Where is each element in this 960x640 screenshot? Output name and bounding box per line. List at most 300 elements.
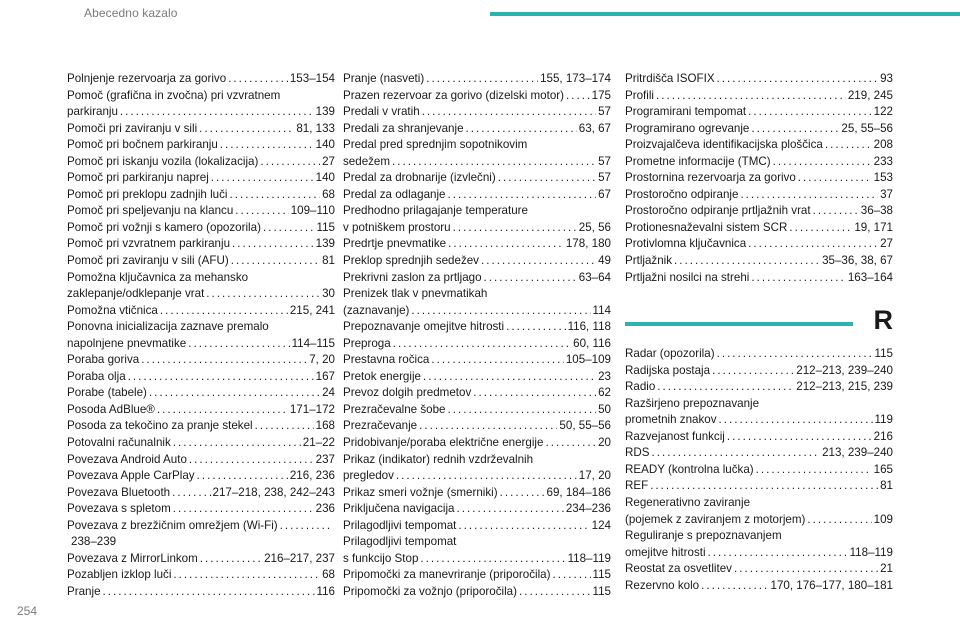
dot-leader <box>498 170 596 187</box>
index-entry <box>67 154 335 171</box>
index-entry <box>343 584 611 601</box>
index-entry-pages: 81, 133 <box>296 121 335 135</box>
index-entry-pages: 23 <box>598 369 611 383</box>
index-entry <box>625 445 893 462</box>
index-entry-pages: 20 <box>598 436 611 450</box>
index-entry-term: Predal za odlaganje <box>343 187 446 201</box>
index-entry <box>67 137 335 154</box>
dot-leader <box>545 435 596 452</box>
dot-leader <box>220 137 314 154</box>
dot-leader <box>566 88 590 105</box>
index-entry-term-line: Predal pred sprednjim sopotnikovim <box>343 138 528 152</box>
index-entry-pages: 63–64 <box>578 270 611 284</box>
index-entry-term-line: Regenerativno zaviranje <box>625 496 751 510</box>
index-entry-term: Prometne informacije (TMC) <box>625 154 771 168</box>
index-entry-term: Povezava z brezžičnim omrežjem (Wi-Fi) <box>67 518 278 532</box>
index-entry-term: Rezervno kolo <box>625 578 700 592</box>
index-entry-term: Programirani tempomat <box>625 105 747 119</box>
index-entry <box>343 286 611 319</box>
dot-leader <box>484 270 577 287</box>
dot-leader <box>656 88 846 105</box>
index-entry-pages: 140 <box>315 138 335 152</box>
index-entry-term-line: Ponovna inicializacija zaznave premalo <box>67 320 269 334</box>
dot-leader <box>457 501 564 518</box>
index-entry-pages: 17, 20 <box>578 469 611 483</box>
dot-leader <box>173 435 301 452</box>
index-entry-pages: 62 <box>598 386 611 400</box>
index-entry-term: Radijska postaja <box>625 363 711 377</box>
index-entry <box>343 203 611 236</box>
index-entry-term: Povezava Apple CarPlay <box>67 469 195 483</box>
index-column-3 <box>625 71 893 594</box>
index-entry-pages: 63, 67 <box>578 121 611 135</box>
dot-leader <box>229 187 320 204</box>
index-entry <box>625 495 893 528</box>
dot-leader <box>650 478 878 495</box>
index-entry-term: Pranje (nasveti) <box>343 72 425 85</box>
index-entry-pages-continued: 238–239 <box>71 535 117 549</box>
index-entry <box>67 121 335 138</box>
index-entry-pages: 68 <box>322 187 335 201</box>
dot-leader <box>751 270 845 287</box>
dot-leader <box>506 319 565 336</box>
dot-leader <box>773 154 872 171</box>
index-entry-pages: 105–109 <box>565 353 611 367</box>
index-entry-pages: 118–119 <box>567 551 611 565</box>
index-entry <box>625 203 893 220</box>
index-entry <box>625 154 893 171</box>
index-entry-term: Pranje <box>67 584 101 598</box>
index-entry <box>343 518 611 535</box>
dot-leader <box>141 352 307 369</box>
index-entry <box>625 121 893 138</box>
index-entry-term: Povezava s spletom <box>67 502 171 516</box>
index-entry <box>343 418 611 435</box>
index-entry <box>343 121 611 138</box>
dot-leader <box>712 363 794 380</box>
index-entry-pages: 216 <box>873 429 893 443</box>
index-entry-term: Radio <box>625 380 656 394</box>
dot-leader <box>255 418 314 435</box>
index-entry-term-line: Prenizek tlak v pnevmatikah <box>343 287 488 301</box>
index-entry <box>625 104 893 121</box>
dot-leader <box>160 303 288 320</box>
dot-leader <box>393 336 571 353</box>
index-entry-pages: 69, 184–186 <box>546 485 611 499</box>
dot-leader <box>431 352 564 369</box>
dot-leader <box>422 104 596 121</box>
dot-leader <box>727 429 872 446</box>
index-entry <box>67 71 335 88</box>
index-entry <box>343 385 611 402</box>
index-entry-pages: 219, 245 <box>847 88 893 102</box>
index-entry-pages: 30 <box>322 287 335 301</box>
dot-leader <box>228 71 288 88</box>
index-entry-term: (zaznavanje) <box>343 303 410 317</box>
dot-leader <box>708 545 848 562</box>
index-entry-term: Prikaz smeri vožnje (smerniki) <box>343 485 498 499</box>
index-entry <box>343 88 611 105</box>
index-entry-term: Povezava z MirrorLinkom <box>67 551 198 565</box>
index-entry-term: Radar (opozorila) <box>625 347 715 361</box>
index-entry-pages: 155, 173–174 <box>540 72 611 85</box>
dot-leader <box>500 485 545 502</box>
index-entry-pages: 68 <box>322 568 335 582</box>
index-entry <box>67 270 335 303</box>
dot-leader <box>748 236 878 253</box>
index-entry <box>67 236 335 253</box>
index-column-1 <box>67 71 335 601</box>
index-entry-pages: 212–213, 215, 239 <box>796 380 893 394</box>
index-entry-pages: 60, 116 <box>573 336 611 350</box>
index-entry-term: Pripomočki za manevriranje (priporočila) <box>343 568 551 582</box>
index-entry <box>625 187 893 204</box>
dot-leader <box>717 346 873 363</box>
index-entry <box>343 452 611 485</box>
index-entry <box>625 88 893 105</box>
dot-leader <box>453 220 577 237</box>
index-entry-pages: 236 <box>315 502 335 516</box>
index-entry <box>67 303 335 320</box>
index-entry <box>67 551 335 568</box>
index-entry-pages: 25, 56 <box>578 220 611 234</box>
index-entry <box>343 435 611 452</box>
index-entry-term: Pomoč pri vzvratnem parkiranju <box>67 237 231 251</box>
index-entry-pages: 114 <box>592 303 611 317</box>
index-entry <box>625 220 893 237</box>
index-entry-pages: 21–22 <box>302 436 335 450</box>
dot-leader <box>420 551 565 568</box>
index-column-2 <box>343 71 611 601</box>
index-entry-term: Pomoč pri vožnji s kamero (opozorila) <box>67 220 261 234</box>
index-entry <box>67 468 335 485</box>
index-entry <box>67 220 335 237</box>
section-heading-r <box>625 305 893 346</box>
dot-leader <box>458 518 589 535</box>
index-entry-pages: 93 <box>880 72 893 85</box>
index-entry-term: Prilagodljivi tempomat <box>343 518 457 532</box>
index-entry-term: Predali za shranjevanje <box>343 121 464 135</box>
index-entry <box>67 435 335 452</box>
index-entry <box>67 88 335 121</box>
index-entry <box>67 584 335 601</box>
index-entry <box>67 369 335 386</box>
index-entry <box>625 170 893 187</box>
page-number: 254 <box>17 604 38 618</box>
index-entry <box>67 418 335 435</box>
dot-leader <box>423 369 596 386</box>
index-entry-pages: 139 <box>315 237 335 251</box>
index-entry <box>625 429 893 446</box>
index-entry-pages: 57 <box>598 105 611 119</box>
index-entry-pages: 119 <box>874 413 893 427</box>
dot-leader <box>701 578 768 595</box>
index-entry-term: Prtljažnik <box>625 254 673 268</box>
index-entry-pages: 153–154 <box>289 72 335 85</box>
index-entry-pages: 50 <box>598 402 611 416</box>
index-entry <box>625 478 893 495</box>
index-entry-term-line: Prilagodljivi tempomat <box>343 535 457 549</box>
dot-leader <box>232 236 314 253</box>
index-entry <box>343 319 611 336</box>
index-entry-pages: 57 <box>598 154 611 168</box>
index-entry-term: Poraba olja <box>67 369 126 383</box>
index-entry-term: Protivlomna ključavnica <box>625 237 747 251</box>
index-entry <box>625 253 893 270</box>
index-entry-term: Prostoročno odpiranje <box>625 187 739 201</box>
index-entry <box>625 379 893 396</box>
index-section-p-tail <box>625 71 893 286</box>
index-entry-pages: 24 <box>322 386 335 400</box>
index-entry <box>625 578 893 595</box>
index-entry-term: Prevoz dolgih predmetov <box>343 386 472 400</box>
dot-leader <box>231 253 320 270</box>
index-entry-pages: 115 <box>592 568 611 582</box>
index-entry-term: napolnjene pnevmatike <box>67 336 187 350</box>
index-entry-term: Prezračevanje <box>343 419 418 433</box>
index-entry <box>67 402 335 419</box>
dot-leader <box>211 170 314 187</box>
index-entry-pages: 25, 55–56 <box>841 121 893 135</box>
index-entry-term: v potniškem prostoru <box>343 220 451 234</box>
index-entry-pages: 81 <box>322 254 335 268</box>
index-entry-pages: 167 <box>315 369 335 383</box>
index-entry-pages: 217–218, 238, 242–243 <box>212 485 335 499</box>
index-entry-term: Prekrivni zaslon za prtljago <box>343 270 482 284</box>
index-section-r <box>625 346 893 594</box>
index-entry-pages: 115 <box>874 347 893 361</box>
index-entry-term: Pomoč pri preklopu zadnjih luči <box>67 187 228 201</box>
index-entry-term: prometnih znakov <box>625 413 717 427</box>
index-entry-pages: 57 <box>598 171 611 185</box>
index-entry-term-line: Predhodno prilagajanje temperature <box>343 204 528 218</box>
index-entry-term: Pripomočki za vožnjo (priporočila) <box>343 584 517 598</box>
index-entry-pages: 178, 180 <box>565 237 611 251</box>
index-entry <box>67 485 335 502</box>
index-entry-term: Preproga <box>343 336 391 350</box>
index-entry-pages: 215, 241 <box>289 303 335 317</box>
index-entry-term: Pridobivanje/poraba električne energije <box>343 436 544 450</box>
dot-leader <box>103 584 315 601</box>
dot-leader <box>172 485 210 502</box>
dot-leader <box>473 385 596 402</box>
index-entry <box>343 501 611 518</box>
index-entry-term: Razvejanost funkcij <box>625 429 725 443</box>
index-entry-pages: 35–36, 38, 67 <box>822 254 893 268</box>
index-entry-pages: 153 <box>873 171 893 185</box>
header-accent-bar <box>490 12 960 16</box>
dot-leader <box>200 551 262 568</box>
section-letter: R <box>873 305 893 336</box>
index-entry-term: Pomožna vtičnica <box>67 303 158 317</box>
index-entry <box>67 319 335 352</box>
dot-leader <box>466 121 577 138</box>
index-entry-pages: 212–213, 239–240 <box>796 363 893 377</box>
index-entry <box>343 104 611 121</box>
index-entry-term: Posoda za tekočino za pranje stekel <box>67 419 253 433</box>
index-entry-term: Programirano ogrevanje <box>625 121 750 135</box>
index-entry-term-line: Reguliranje s prepoznavanjem <box>625 529 782 543</box>
index-entry-pages: 163–164 <box>847 270 893 284</box>
index-entry-term: Pozabljen izklop luči <box>67 568 172 582</box>
index-entry <box>625 396 893 429</box>
dot-leader <box>717 71 879 88</box>
index-entry-pages: 116, 118 <box>567 320 611 334</box>
dot-leader <box>448 187 597 204</box>
index-entry-term: Predrtje pnevmatike <box>343 237 447 251</box>
index-entry-pages: 49 <box>598 254 611 268</box>
index-entry-pages: 19, 171 <box>854 220 893 234</box>
dot-leader <box>419 418 557 435</box>
index-entry <box>625 270 893 287</box>
index-entry <box>343 485 611 502</box>
dot-leader <box>740 187 878 204</box>
index-entry-pages: 171–172 <box>289 402 335 416</box>
index-entry <box>67 253 335 270</box>
dot-leader <box>813 203 859 220</box>
index-entry-term: Protionesnaževalni sistem SCR <box>625 220 788 234</box>
index-entry <box>343 71 611 88</box>
index-entry-term: Predal za drobnarije (izvlečni) <box>343 171 496 185</box>
index-entry-term: Pomoč pri speljevanju na klancu <box>67 204 234 218</box>
index-entry-term: RDS <box>625 446 650 460</box>
index-entry-pages: 118–119 <box>849 545 893 559</box>
dot-leader <box>280 518 333 535</box>
index-entry-pages: 165 <box>873 462 893 476</box>
dot-leader <box>128 369 314 386</box>
index-entry <box>343 236 611 253</box>
index-entry <box>343 402 611 419</box>
index-entry-pages: 36–38 <box>860 204 893 218</box>
index-entry <box>67 518 335 551</box>
index-entry-term-line: Prikaz (indikator) rednih vzdrževalnih <box>343 452 534 466</box>
dot-leader <box>756 462 872 479</box>
dot-leader <box>173 567 320 584</box>
index-entry <box>67 567 335 584</box>
index-entry <box>625 346 893 363</box>
index-entry-pages: 21 <box>880 562 893 576</box>
dot-leader <box>651 445 820 462</box>
dot-leader <box>411 303 590 320</box>
index-entry-term: Preklop sprednjih sedežev <box>343 254 479 268</box>
dot-leader <box>260 154 320 171</box>
index-entry-pages: 67 <box>598 187 611 201</box>
index-entry-term: Proizvajalčeva identifikacijska ploščica <box>625 138 823 152</box>
index-entry-term: Potovalni računalnik <box>67 436 171 450</box>
index-entry-term: Prazen rezervoar za gorivo (dizelski motor) <box>343 88 565 102</box>
index-entry-pages: 109 <box>873 512 893 526</box>
index-entry <box>343 253 611 270</box>
dot-leader <box>426 71 538 88</box>
index-entry-pages: 233 <box>873 154 893 168</box>
index-entry <box>67 203 335 220</box>
index-entry-pages: 168 <box>315 419 335 433</box>
dot-leader <box>751 121 839 138</box>
index-entry-term: (pojemek z zaviranjem z motorjem) <box>625 512 806 526</box>
index-entry-term: Prtljažni nosilci na strehi <box>625 270 750 284</box>
index-entry-term: omejitve hitrosti <box>625 545 706 559</box>
index-entry <box>625 71 893 88</box>
dot-leader <box>807 512 871 529</box>
dot-leader <box>674 253 820 270</box>
index-entry <box>67 452 335 469</box>
index-entry <box>625 236 893 253</box>
index-entry-term: parkiranju <box>67 105 118 119</box>
index-entry <box>343 187 611 204</box>
dot-leader <box>481 253 596 270</box>
dot-leader <box>188 336 289 353</box>
index-entry <box>67 352 335 369</box>
index-entry-term: pregledov <box>343 469 394 483</box>
dot-leader <box>120 104 314 121</box>
index-entry-pages: 237 <box>315 452 335 466</box>
index-entry-term: Poraba goriva <box>67 353 140 367</box>
index-entry-pages: 170, 176–177, 180–181 <box>770 578 893 592</box>
index-entry-pages: 114–115 <box>291 336 335 350</box>
index-entry-term: Pritrdišča ISOFIX <box>625 72 715 85</box>
index-entry-term: REF <box>625 479 649 493</box>
dot-leader <box>519 584 591 601</box>
index-entry-pages: 81 <box>880 479 893 493</box>
index-entry-term: s funkcijo Stop <box>343 551 419 565</box>
index-entry <box>625 462 893 479</box>
dot-leader <box>734 561 878 578</box>
index-entry-pages: 140 <box>315 171 335 185</box>
index-entry-term: Pomoč pri parkiranju naprej <box>67 171 209 185</box>
dot-leader <box>396 468 577 485</box>
dot-leader <box>448 236 564 253</box>
index-entry-term: Povezava Bluetooth <box>67 485 171 499</box>
running-header-title: Abecedno kazalo <box>84 6 178 20</box>
index-entry-pages: 37 <box>880 187 893 201</box>
index-entry <box>67 170 335 187</box>
index-entry <box>625 137 893 154</box>
index-entry-term: sedežem <box>343 154 391 168</box>
index-entry-term: Profili <box>625 88 654 102</box>
dot-leader <box>447 402 596 419</box>
index-entry-pages: 122 <box>873 105 893 119</box>
dot-leader <box>392 154 596 171</box>
index-entry <box>343 567 611 584</box>
index-entry <box>67 187 335 204</box>
index-entry-pages: 27 <box>880 237 893 251</box>
index-entry-term-line: Razširjeno prepoznavanje <box>625 396 760 410</box>
index-entry-pages: 175 <box>591 88 611 102</box>
index-entry <box>343 137 611 170</box>
index-entry <box>625 528 893 561</box>
index-entry-pages: 234–236 <box>565 502 611 516</box>
index-entry-term: Pretok energije <box>343 369 421 383</box>
index-entry-pages: 7, 20 <box>309 353 335 367</box>
dot-leader <box>719 412 873 429</box>
dot-leader <box>197 468 288 485</box>
dot-leader <box>748 104 872 121</box>
dot-leader <box>657 379 794 396</box>
dot-leader <box>206 286 320 303</box>
index-entry <box>343 369 611 386</box>
index-entry-term: zaklepanje/odklepanje vrat <box>67 287 205 301</box>
index-entry <box>343 534 611 567</box>
index-entry-term: Prostornina rezervoarja za gorivo <box>625 171 796 185</box>
dot-leader <box>825 137 872 154</box>
index-entry-pages: 109–110 <box>290 204 335 218</box>
index-entry-pages: 139 <box>315 105 335 119</box>
index-entry <box>67 385 335 402</box>
dot-leader <box>157 402 288 419</box>
index-entry <box>343 352 611 369</box>
index-entry-pages: 124 <box>591 518 611 532</box>
dot-leader <box>199 121 294 138</box>
